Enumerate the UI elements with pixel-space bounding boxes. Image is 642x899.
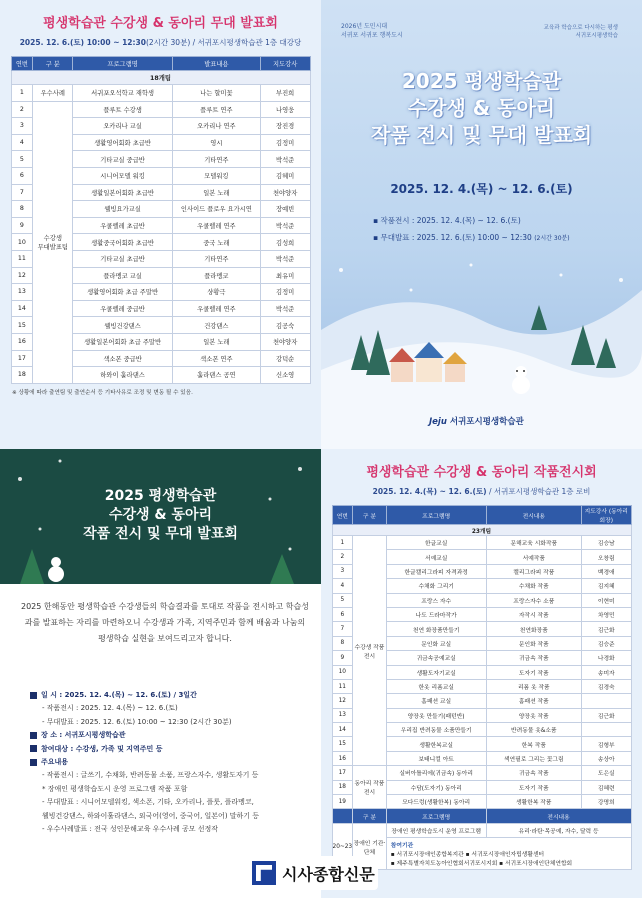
cell-no: 18 bbox=[332, 780, 353, 794]
detail-text: - 작품전시 : 2025. 12. 4.(목) ~ 12. 6.(토) bbox=[42, 704, 178, 713]
cell-instructor: 부진희 bbox=[260, 85, 310, 102]
detail-text: - 작품전시 : 글쓰기, 수채화, 반려동물 소품, 프랑스자수, 생활도자기 등 bbox=[42, 771, 259, 780]
col-program: 프로그램명 bbox=[73, 57, 173, 71]
section-label: 18개팀 bbox=[11, 71, 310, 85]
cell-no: 12 bbox=[332, 694, 353, 708]
sub-col-program: 프로그램명 bbox=[386, 809, 486, 823]
cell-program: 장애인 평생학습도시 운영 프로그램 bbox=[386, 823, 486, 837]
poster-info-stage-duration: (2시간 30분) bbox=[534, 235, 570, 242]
cell-content: 수채화 작품 bbox=[486, 579, 581, 593]
cell-content: 프랑스자수 소품 bbox=[486, 593, 581, 607]
cell-no: 16 bbox=[11, 333, 33, 350]
cell-instructor: 김혜미 bbox=[260, 167, 310, 184]
participants-cell bbox=[386, 838, 631, 870]
learning-logo-line2: 서귀포시평생학습 bbox=[575, 33, 618, 39]
cell-content: 반려동물 옷&소품 bbox=[486, 723, 581, 737]
stage-schedule-subline bbox=[0, 37, 321, 48]
cell-program: 생활일본어회화 초급 주말반 bbox=[73, 333, 173, 350]
col-instructor: 지도강사 (동아리회장) bbox=[582, 506, 632, 525]
detail-heading bbox=[30, 729, 310, 742]
brand-name: 시사종합신문 bbox=[282, 864, 375, 884]
section-row bbox=[11, 71, 310, 85]
cell-no: 17 bbox=[332, 766, 353, 780]
poster-panel bbox=[321, 0, 642, 449]
cell-instructor: 나경화 bbox=[582, 651, 632, 665]
cell-content: 훌라댄스 공연 bbox=[172, 367, 260, 384]
cell-instructor: 김형부 bbox=[582, 737, 632, 751]
cell-instructor: 천야양자 bbox=[260, 184, 310, 201]
cell-content: 인사이드 플로우 요가시연 bbox=[172, 201, 260, 218]
cell-content: 자작시 작품 bbox=[486, 607, 581, 621]
cell-program: 실버아틀리에(귀금속) 동아리 bbox=[386, 766, 486, 780]
cell-content: 색연필로 그리는 꽃그림 bbox=[486, 751, 581, 765]
cell-content: 오카리나 연주 bbox=[172, 118, 260, 135]
col-no: 연번 bbox=[332, 506, 353, 525]
section-row bbox=[332, 525, 631, 536]
cell-instructor bbox=[582, 723, 632, 737]
col-instructor: 지도강사 bbox=[260, 57, 310, 71]
col-content: 발표내용 bbox=[172, 57, 260, 71]
cell-no: 9 bbox=[11, 217, 33, 234]
group-label-line1: 수강생 bbox=[43, 235, 62, 243]
cell-program: 우리집 반려동물 소품만들기 bbox=[386, 723, 486, 737]
cell-category: 수강생 작품전시 bbox=[353, 536, 387, 766]
detail-text: 주요내용 bbox=[41, 758, 69, 767]
cell-program: 오카리나 교실 bbox=[73, 118, 173, 135]
cell-program: 수담(도자기) 동아리 bbox=[386, 780, 486, 794]
cell-instructor: 김근화 bbox=[582, 622, 632, 636]
bullet-icon bbox=[30, 732, 37, 739]
cell-content: 문해교육 시화작품 bbox=[486, 536, 581, 550]
cell-no: 3 bbox=[332, 564, 353, 578]
cell-instructor: 박석준 bbox=[260, 250, 310, 267]
cell-no: 19 bbox=[332, 795, 353, 809]
cell-no: 1 bbox=[332, 536, 353, 550]
announcement-title-line2: 수강생 & 동아리 bbox=[108, 507, 213, 523]
cell-content: 플라멩코 bbox=[172, 267, 260, 284]
cell-no: 16 bbox=[332, 751, 353, 765]
cell-content: 색소폰 연주 bbox=[172, 350, 260, 367]
cell-no: 2 bbox=[332, 550, 353, 564]
cell-category bbox=[33, 101, 73, 383]
bullet-icon bbox=[30, 692, 37, 699]
cell-no: 2 bbox=[11, 101, 33, 118]
cell-content: 귀금속 작품 bbox=[486, 651, 581, 665]
exhibition-panel bbox=[321, 449, 642, 898]
brand-mark-icon bbox=[252, 861, 276, 885]
cell-instructor: 나영웅 bbox=[260, 101, 310, 118]
bullet-icon bbox=[30, 745, 37, 752]
cell-instructor: 김지혜 bbox=[582, 579, 632, 593]
detail-item bbox=[30, 769, 310, 782]
detail-heading bbox=[30, 743, 310, 756]
cell-instructor: 김근화 bbox=[582, 708, 632, 722]
cell-program: 귀금속공예교실 bbox=[386, 651, 486, 665]
cell-program: 보태니컬 아트 bbox=[386, 751, 486, 765]
cell-program: 생활중국어회화 초급반 bbox=[73, 234, 173, 251]
cell-no: 10 bbox=[11, 234, 33, 251]
detail-heading bbox=[30, 756, 310, 769]
cell-program: 하와이 훌라댄스 bbox=[73, 367, 173, 384]
cell-instructor: 이현미 bbox=[582, 593, 632, 607]
announcement-header bbox=[0, 449, 321, 584]
cell-instructor: 차영민 bbox=[582, 607, 632, 621]
cell-program: 천연 화장품만들기 bbox=[386, 622, 486, 636]
cell-instructor: 최유미 bbox=[260, 267, 310, 284]
cell-instructor: 천야양자 bbox=[260, 333, 310, 350]
col-no: 연번 bbox=[11, 57, 33, 71]
cell-content: 양장옷 작품 bbox=[486, 708, 581, 722]
cell-no: 10 bbox=[332, 665, 353, 679]
cell-no: 14 bbox=[11, 300, 33, 317]
cell-content: 천연화장품 bbox=[486, 622, 581, 636]
detail-item bbox=[30, 702, 310, 715]
announcement-title-line3: 작품 전시 및 무대 발표회 bbox=[83, 526, 238, 542]
cell-instructor: 장진경 bbox=[260, 118, 310, 135]
detail-text: 참여대상 : 수강생, 가족 및 지역주민 등 bbox=[41, 744, 163, 753]
cell-program: 기타교실 중급반 bbox=[73, 151, 173, 168]
cell-content: 일본 노래 bbox=[172, 184, 260, 201]
cell-instructor: 박석준 bbox=[260, 300, 310, 317]
stage-schedule-panel bbox=[0, 0, 321, 449]
cell-content: 영시 bbox=[172, 134, 260, 151]
cell-content: 중국 노래 bbox=[172, 234, 260, 251]
cell-no: 9 bbox=[332, 651, 353, 665]
detail-item bbox=[30, 796, 310, 809]
stage-schedule-table bbox=[11, 56, 311, 384]
detail-item bbox=[30, 810, 310, 823]
cell-instructor: 박석준 bbox=[260, 217, 310, 234]
cell-content: 유리·라탄·목공예, 자수, 달력 등 bbox=[486, 823, 631, 837]
cell-instructor: 김혜련 bbox=[582, 780, 632, 794]
city-logo-line1: 2026년 도민시대 bbox=[341, 23, 388, 30]
cell-program: 수채화 그리기 bbox=[386, 579, 486, 593]
cell-program: 시니어모델 워킹 bbox=[73, 167, 173, 184]
cell-instructor: 김승남 bbox=[582, 536, 632, 550]
cell-no: 5 bbox=[11, 151, 33, 168]
cell-no: 4 bbox=[332, 579, 353, 593]
city-logo bbox=[341, 22, 403, 40]
stage-note: ※ 상황에 따라 출연팀 및 출연순서 등 기타사유로 조정 및 변동 될 수 있음. bbox=[12, 389, 193, 396]
cell-program: 프랑스 자수 bbox=[386, 593, 486, 607]
cell-program: 한옷 리폼교실 bbox=[386, 679, 486, 693]
exhibition-date: 2025. 12. 4.(목) ~ 12. 6.(토) bbox=[372, 487, 487, 496]
cell-program: 서예교실 bbox=[386, 550, 486, 564]
detail-text: 웰빙건강댄스, 하와이훌라댄스, 외국어(영어, 중국어, 일본어) 말하기 등 bbox=[42, 811, 260, 820]
poster-title bbox=[321, 68, 642, 149]
cell-program: 웰빙건강댄스 bbox=[73, 317, 173, 334]
logo-bar bbox=[321, 22, 642, 50]
cell-no: 7 bbox=[332, 622, 353, 636]
cell-content: 플루트 연주 bbox=[172, 101, 260, 118]
cell-instructor: 강덕순 bbox=[260, 350, 310, 367]
table-row bbox=[332, 823, 631, 837]
detail-text: * 장애인 평생학습도시 운영 프로그램 작품 포함 bbox=[42, 784, 188, 793]
cell-content: 도자기 작품 bbox=[486, 780, 581, 794]
detail-text: - 우수사례발표 : 전국 성인문해교육 우수사례 공모 선정작 bbox=[42, 825, 218, 834]
cell-instructor: 장예빈 bbox=[260, 201, 310, 218]
detail-text: - 무대발표 : 시니어모델워킹, 색소폰, 기타, 오카리나, 플룻, 플라멩코, bbox=[42, 798, 254, 807]
cell-content: 홈패션 작품 bbox=[486, 694, 581, 708]
cell-content: 도자기 작품 bbox=[486, 665, 581, 679]
announcement-title-line1: 2025 평생학습관 bbox=[104, 488, 217, 504]
cell-no: 8 bbox=[332, 636, 353, 650]
cell-no: 20~23 bbox=[332, 823, 353, 869]
cell-program: 생활영어회화 초급반 bbox=[73, 134, 173, 151]
section-label: 23개팀 bbox=[332, 525, 631, 536]
cell-program: 생활일본어회화 초급반 bbox=[73, 184, 173, 201]
cell-no: 13 bbox=[11, 284, 33, 301]
detail-item bbox=[30, 783, 310, 796]
cell-program: 한글교실 bbox=[386, 536, 486, 550]
cell-content: 일본 노래 bbox=[172, 333, 260, 350]
newspaper-logo bbox=[248, 856, 378, 890]
poster-title-line2: 수강생 & 동아리 bbox=[407, 96, 556, 120]
announcement-details bbox=[30, 689, 310, 836]
cell-category: 장애인 기관·단체 bbox=[353, 823, 387, 869]
col-content: 전시내용 bbox=[486, 506, 581, 525]
detail-item bbox=[30, 823, 310, 836]
cell-program: 플라멩코 교실 bbox=[73, 267, 173, 284]
cell-instructor: 오창림 bbox=[582, 550, 632, 564]
cell-program: 기타교실 초급반 bbox=[73, 250, 173, 267]
poster-info-stage bbox=[373, 229, 570, 247]
cell-program: 문인화 교실 bbox=[386, 636, 486, 650]
cell-no: 6 bbox=[332, 607, 353, 621]
cell-no: 6 bbox=[11, 167, 33, 184]
cell-program: 생활도자기교실 bbox=[386, 665, 486, 679]
announcement-panel bbox=[0, 449, 321, 898]
exhibition-venue: / 서귀포시평생학습관 1층 로비 bbox=[486, 487, 591, 496]
cell-program: 생활영어회화 초급 주말반 bbox=[73, 284, 173, 301]
sub-col-category: 구 분 bbox=[353, 809, 387, 823]
cell-instructor: 송미자 bbox=[582, 665, 632, 679]
detail-item bbox=[30, 716, 310, 729]
cell-category: 동아리 작품전시 bbox=[353, 766, 387, 809]
exhibition-table bbox=[332, 505, 632, 870]
cell-program: 모다드렁(생활한복) 동아리 bbox=[386, 795, 486, 809]
detail-text: 일 시 : 2025. 12. 4.(목) ~ 12. 6.(토) / 3일간 bbox=[41, 691, 197, 699]
cell-content: 샹황극 bbox=[172, 284, 260, 301]
cell-no: 7 bbox=[11, 184, 33, 201]
cell-program: 색소폰 중급반 bbox=[73, 350, 173, 367]
cell-no: 15 bbox=[11, 317, 33, 334]
cell-content: 리폼 옷 작품 bbox=[486, 679, 581, 693]
cell-no: 17 bbox=[11, 350, 33, 367]
poster-info-exhibit: ▪ 작품전시 : 2025. 12. 4.(목) ~ 12. 6.(토) bbox=[373, 216, 521, 225]
exhibition-subline bbox=[321, 486, 642, 497]
announcement-body: 2025 한해동안 평생학습관 수강생들의 학습결과를 토대로 작품을 전시하고 학습성과를 발표하는 자리를 마련하오니 수강생과 가족, 지역주민과 함께 배움과 나눔의 평생학습 실현을 보여드리고자 합니다. bbox=[21, 602, 309, 643]
cell-program: 웰빙요가교실 bbox=[73, 201, 173, 218]
table-row bbox=[332, 536, 631, 550]
cell-content: 서예작품 bbox=[486, 550, 581, 564]
stage-schedule-title: 평생학습관 수강생 & 동아리 무대 발표회 bbox=[43, 16, 278, 31]
poster-title-line1: 2025 평생학습관 bbox=[401, 69, 562, 93]
detail-text: 장 소 : 서귀포시평생학습관 bbox=[41, 731, 126, 740]
col-category: 구 분 bbox=[33, 57, 73, 71]
poster-info-stage-text: ▪ 무대발표 : 2025. 12. 6.(토) 10:00 ~ 12:30 bbox=[373, 233, 532, 242]
table-row bbox=[11, 85, 310, 102]
participants-line1: ▪ 서귀포시장애인종합복지관 ▪ 서귀포시장애인자립생활센터 bbox=[390, 852, 545, 859]
cell-no: 11 bbox=[11, 250, 33, 267]
cell-content: 우쿨렐레 연주 bbox=[172, 217, 260, 234]
cell-no: 13 bbox=[332, 708, 353, 722]
cell-program: 생활한복교실 bbox=[386, 737, 486, 751]
organizer-name: 서귀포시평생학습관 bbox=[449, 417, 524, 427]
cell-content: 모델워킹 bbox=[172, 167, 260, 184]
cell-program: 홈패션 교실 bbox=[386, 694, 486, 708]
cell-no: 3 bbox=[11, 118, 33, 135]
cell-program: 우쿨렐레 초급반 bbox=[73, 217, 173, 234]
group-label-line2: 무대발표팀 bbox=[37, 244, 68, 252]
cell-instructor: 김정미 bbox=[260, 134, 310, 151]
cell-content: 귀금속 작품 bbox=[486, 766, 581, 780]
participants-title: 참여기관 bbox=[390, 843, 414, 850]
exhibition-title: 평생학습관 수강생 & 동아리 작품전시회 bbox=[366, 465, 597, 480]
sub-col-content: 전시내용 bbox=[486, 809, 631, 823]
cell-content: 캘리그라피 작품 bbox=[486, 564, 581, 578]
jeju-logo: Jeju bbox=[429, 417, 447, 427]
detail-text: - 무대발표 : 2025. 12. 6.(토) 10:00 ~ 12:30 (2시간 30분) bbox=[42, 717, 232, 726]
cell-program: 한글캘리그라피 자격과정 bbox=[386, 564, 486, 578]
cell-no: 15 bbox=[332, 737, 353, 751]
col-program: 프로그램명 bbox=[386, 506, 486, 525]
cell-no: 4 bbox=[11, 134, 33, 151]
poster-date: 2025. 12. 4.(목) ~ 12. 6.(토) bbox=[390, 182, 573, 196]
cell-instructor: 백경애 bbox=[582, 564, 632, 578]
stage-venue: (2시간 30분) / 서귀포시평생학습관 1층 대강당 bbox=[145, 38, 302, 47]
poster-title-line3: 작품 전시 및 무대 발표회 bbox=[370, 123, 593, 147]
participants-line2: ▪ 제주특별자치도농아인협회서귀포시지회 ▪ 서귀포시장애인단체연합회 bbox=[390, 861, 573, 868]
cell-instructor: 강명희 bbox=[582, 795, 632, 809]
cell-instructor: 김공숙 bbox=[260, 317, 310, 334]
cell-content: 기타연주 bbox=[172, 250, 260, 267]
learning-logo-line1: 교육과 학습으로 다시하는 평생 bbox=[543, 25, 618, 31]
cell-content: 나는 할미꽃 bbox=[172, 85, 260, 102]
cell-no: 12 bbox=[11, 267, 33, 284]
cell-program: 나도 드라마작가 bbox=[386, 607, 486, 621]
cell-instructor bbox=[582, 694, 632, 708]
organizer-label bbox=[429, 415, 524, 427]
announcement-title bbox=[0, 487, 321, 544]
cell-content: 우쿨렐레 연주 bbox=[172, 300, 260, 317]
detail-heading bbox=[30, 689, 310, 702]
cell-content: 생활한복 작품 bbox=[486, 795, 581, 809]
table-row bbox=[11, 101, 310, 118]
cell-instructor: 김경숙 bbox=[582, 679, 632, 693]
bullet-icon bbox=[30, 759, 37, 766]
city-logo-line2: 서귀포 서귀포 행복도시 bbox=[341, 32, 403, 39]
cell-no: 14 bbox=[332, 723, 353, 737]
cell-program: 플루트 수강생 bbox=[73, 101, 173, 118]
col-category: 구 분 bbox=[353, 506, 387, 525]
cell-instructor: 신소영 bbox=[260, 367, 310, 384]
table-row bbox=[332, 766, 631, 780]
stage-date: 2025. 12. 6.(토) 10:00 ~ 12:30 bbox=[19, 38, 146, 47]
cell-instructor: 도은실 bbox=[582, 766, 632, 780]
poster-info bbox=[373, 212, 570, 247]
cell-instructor: 박석준 bbox=[260, 151, 310, 168]
learning-logo bbox=[544, 24, 618, 40]
cell-no: 11 bbox=[332, 679, 353, 693]
cell-instructor: 김정미 bbox=[260, 284, 310, 301]
cell-content: 기타연주 bbox=[172, 151, 260, 168]
cell-content: 문인화 작품 bbox=[486, 636, 581, 650]
cell-program: 서귀포오석학교 재학생 bbox=[73, 85, 173, 102]
cell-program: 우쿨렐레 중급반 bbox=[73, 300, 173, 317]
cell-no: 5 bbox=[332, 593, 353, 607]
cell-no: 1 bbox=[11, 85, 33, 102]
cell-program: 양장옷 만들기(패턴반) bbox=[386, 708, 486, 722]
cell-instructor: 김승준 bbox=[582, 636, 632, 650]
cell-content: 건강댄스 bbox=[172, 317, 260, 334]
cell-no: 18 bbox=[11, 367, 33, 384]
cell-category: 우수사례 bbox=[33, 85, 73, 102]
cell-content: 한복 작품 bbox=[486, 737, 581, 751]
cell-instructor: 송상아 bbox=[582, 751, 632, 765]
sub-header-row bbox=[332, 809, 631, 823]
cell-instructor: 김성희 bbox=[260, 234, 310, 251]
cell-no: 8 bbox=[11, 201, 33, 218]
